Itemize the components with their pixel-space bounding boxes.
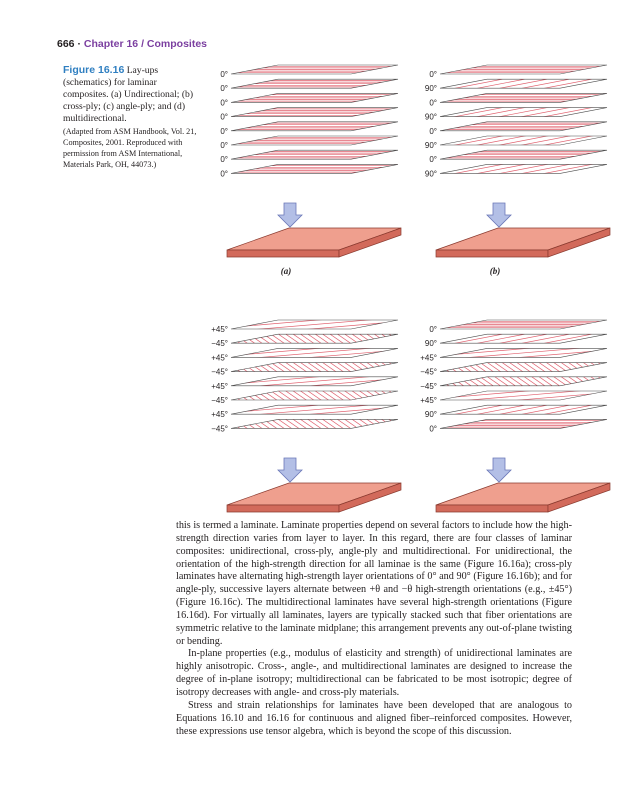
lamina-layer	[94, 142, 535, 520]
layer-angle-label: 0°	[220, 98, 228, 108]
chapter-title: Composites	[146, 38, 208, 50]
laminate-plate	[227, 228, 401, 257]
chapter-label: Chapter 16	[83, 38, 139, 50]
layer-angle-label: 0°	[220, 169, 228, 179]
fiber-lines	[7, 46, 623, 520]
layer-angle-label: 0°	[429, 70, 437, 79]
page-number: 666	[57, 38, 75, 50]
figure-label: Figure 16.16	[63, 64, 125, 76]
laminate-plate	[436, 228, 610, 257]
layer-angle-label: 0°	[220, 155, 228, 165]
lamina-layer	[115, 30, 515, 222]
fiber-lines	[94, 142, 535, 520]
layer-angle-label: +45°	[211, 381, 228, 391]
lamina-layer	[280, 0, 638, 369]
layer-angle-label: −45°	[211, 339, 228, 349]
layer-angle-label: 0°	[220, 84, 228, 94]
layer-angle-label: 0°	[429, 325, 437, 334]
header-slash: /	[141, 38, 144, 50]
fiber-lines	[94, 113, 535, 520]
lamina-layer	[7, 46, 623, 520]
fiber-lines	[7, 18, 623, 520]
layer-angle-label: −45°	[211, 396, 228, 405]
laminate-plate	[436, 483, 610, 512]
layer-angle-label: +45°	[211, 353, 228, 363]
layer-angle-label: 0°	[220, 141, 228, 150]
layer-angle-label: 90°	[424, 84, 437, 94]
caption-text: Lay-ups (schematics) for laminar composites. (a) Undirectional; (b) cross-ply; (c) angle-ply; and (d) multidirectional.	[63, 65, 194, 124]
lamina-layer	[94, 113, 535, 520]
layer-angle-label: 90°	[424, 339, 437, 349]
panel-3	[7, 18, 623, 520]
caption-adapted-note: (Adapted from ASM Handbook, Vol. 21, Composites, 2001. Reproduced with permission from ASM International, Materials Park, OH, 44073.)	[63, 127, 197, 169]
layer-angle-label: 0°	[220, 112, 228, 122]
lamina-layer	[115, 16, 515, 208]
fiber-lines	[280, 0, 638, 369]
lamina-layer	[7, 18, 623, 520]
layer-angle-label: −45°	[211, 367, 228, 377]
layer-angle-label: +45°	[420, 396, 437, 405]
laminate-plate	[227, 483, 401, 512]
layer-angle-label: 0°	[429, 98, 437, 108]
header-separator: ·	[77, 38, 81, 50]
layer-angle-label: 90°	[424, 410, 437, 420]
panel-label: (b)	[489, 266, 501, 276]
layer-angle-label: +45°	[420, 353, 437, 363]
down-arrow-icon	[278, 203, 302, 227]
paragraph-1: this is termed a laminate. Laminate properties depend on several factors to include how the high-strength direction varies from layer to layer. In this regard, there are four classes of laminar composites: unidirectional, cross-ply, angle-ply and multidirectional. For unidirectional, the orientation of the high-strength direction for all laminae is the same (Figure 16.16a); cross-ply laminates have alternating high-strength layer orientations of 0° and 90° (Figure 16.16b); and for angle-ply, successive layers alternate between +θ and −θ high-strength orientations (e.g., ±45°) (Figure 16.16c). The multidirectional laminates have several high-strength orientations (Figure 16.16d). For virtually all laminates, layers are typically stacked such that fiber orientations are symmetric relative to the laminate midplane; this arrangement prevents any out-of-plane twisting or bending.	[176, 520, 572, 647]
layer-angle-label: 0°	[220, 70, 228, 79]
fiber-lines	[115, 16, 515, 208]
fiber-lines	[280, 0, 638, 426]
layer-angle-label: −45°	[211, 424, 228, 434]
layer-angle-label: 90°	[424, 169, 437, 179]
body-text	[176, 520, 572, 738]
lamina-layer	[280, 0, 638, 426]
layer-angle-label: −45°	[420, 367, 437, 377]
layer-angle-label: −45°	[420, 381, 437, 391]
down-arrow-icon	[487, 458, 511, 482]
layer-angle-label: 0°	[220, 126, 228, 136]
layer-angle-label: 90°	[424, 141, 437, 150]
layer-angle-label: 90°	[424, 112, 437, 122]
down-arrow-icon	[278, 458, 302, 482]
down-arrow-icon	[487, 203, 511, 227]
layer-angle-label: +45°	[211, 410, 228, 420]
panel-label: (a)	[280, 266, 292, 276]
layer-angle-label: 0°	[429, 126, 437, 136]
layer-angle-label: +45°	[211, 325, 228, 334]
layer-angle-label: 0°	[429, 424, 437, 434]
paragraph-3: Stress and strain relationships for laminates have been developed that are analogous to Equations 16.10 and 16.16 for continuous and aligned fiber–reinforced composites. However, these expressions use tensor algebra, which is beyond the scope of this discussion.	[176, 699, 572, 737]
paragraph-2: In-plane properties (e.g., modulus of elasticity and strength) of unidirectional laminates are highly anisotropic. Cross-, angle-, and multidirectional laminates are designed to increase the degree of in-plane isotropy; multidirectional can be fabricated to be most isotropic; degree of isotropy decreases with angle- and cross-ply materials.	[176, 648, 572, 698]
fiber-lines	[115, 30, 515, 222]
panel-1	[115, 0, 515, 276]
layer-angle-label: 0°	[429, 155, 437, 165]
